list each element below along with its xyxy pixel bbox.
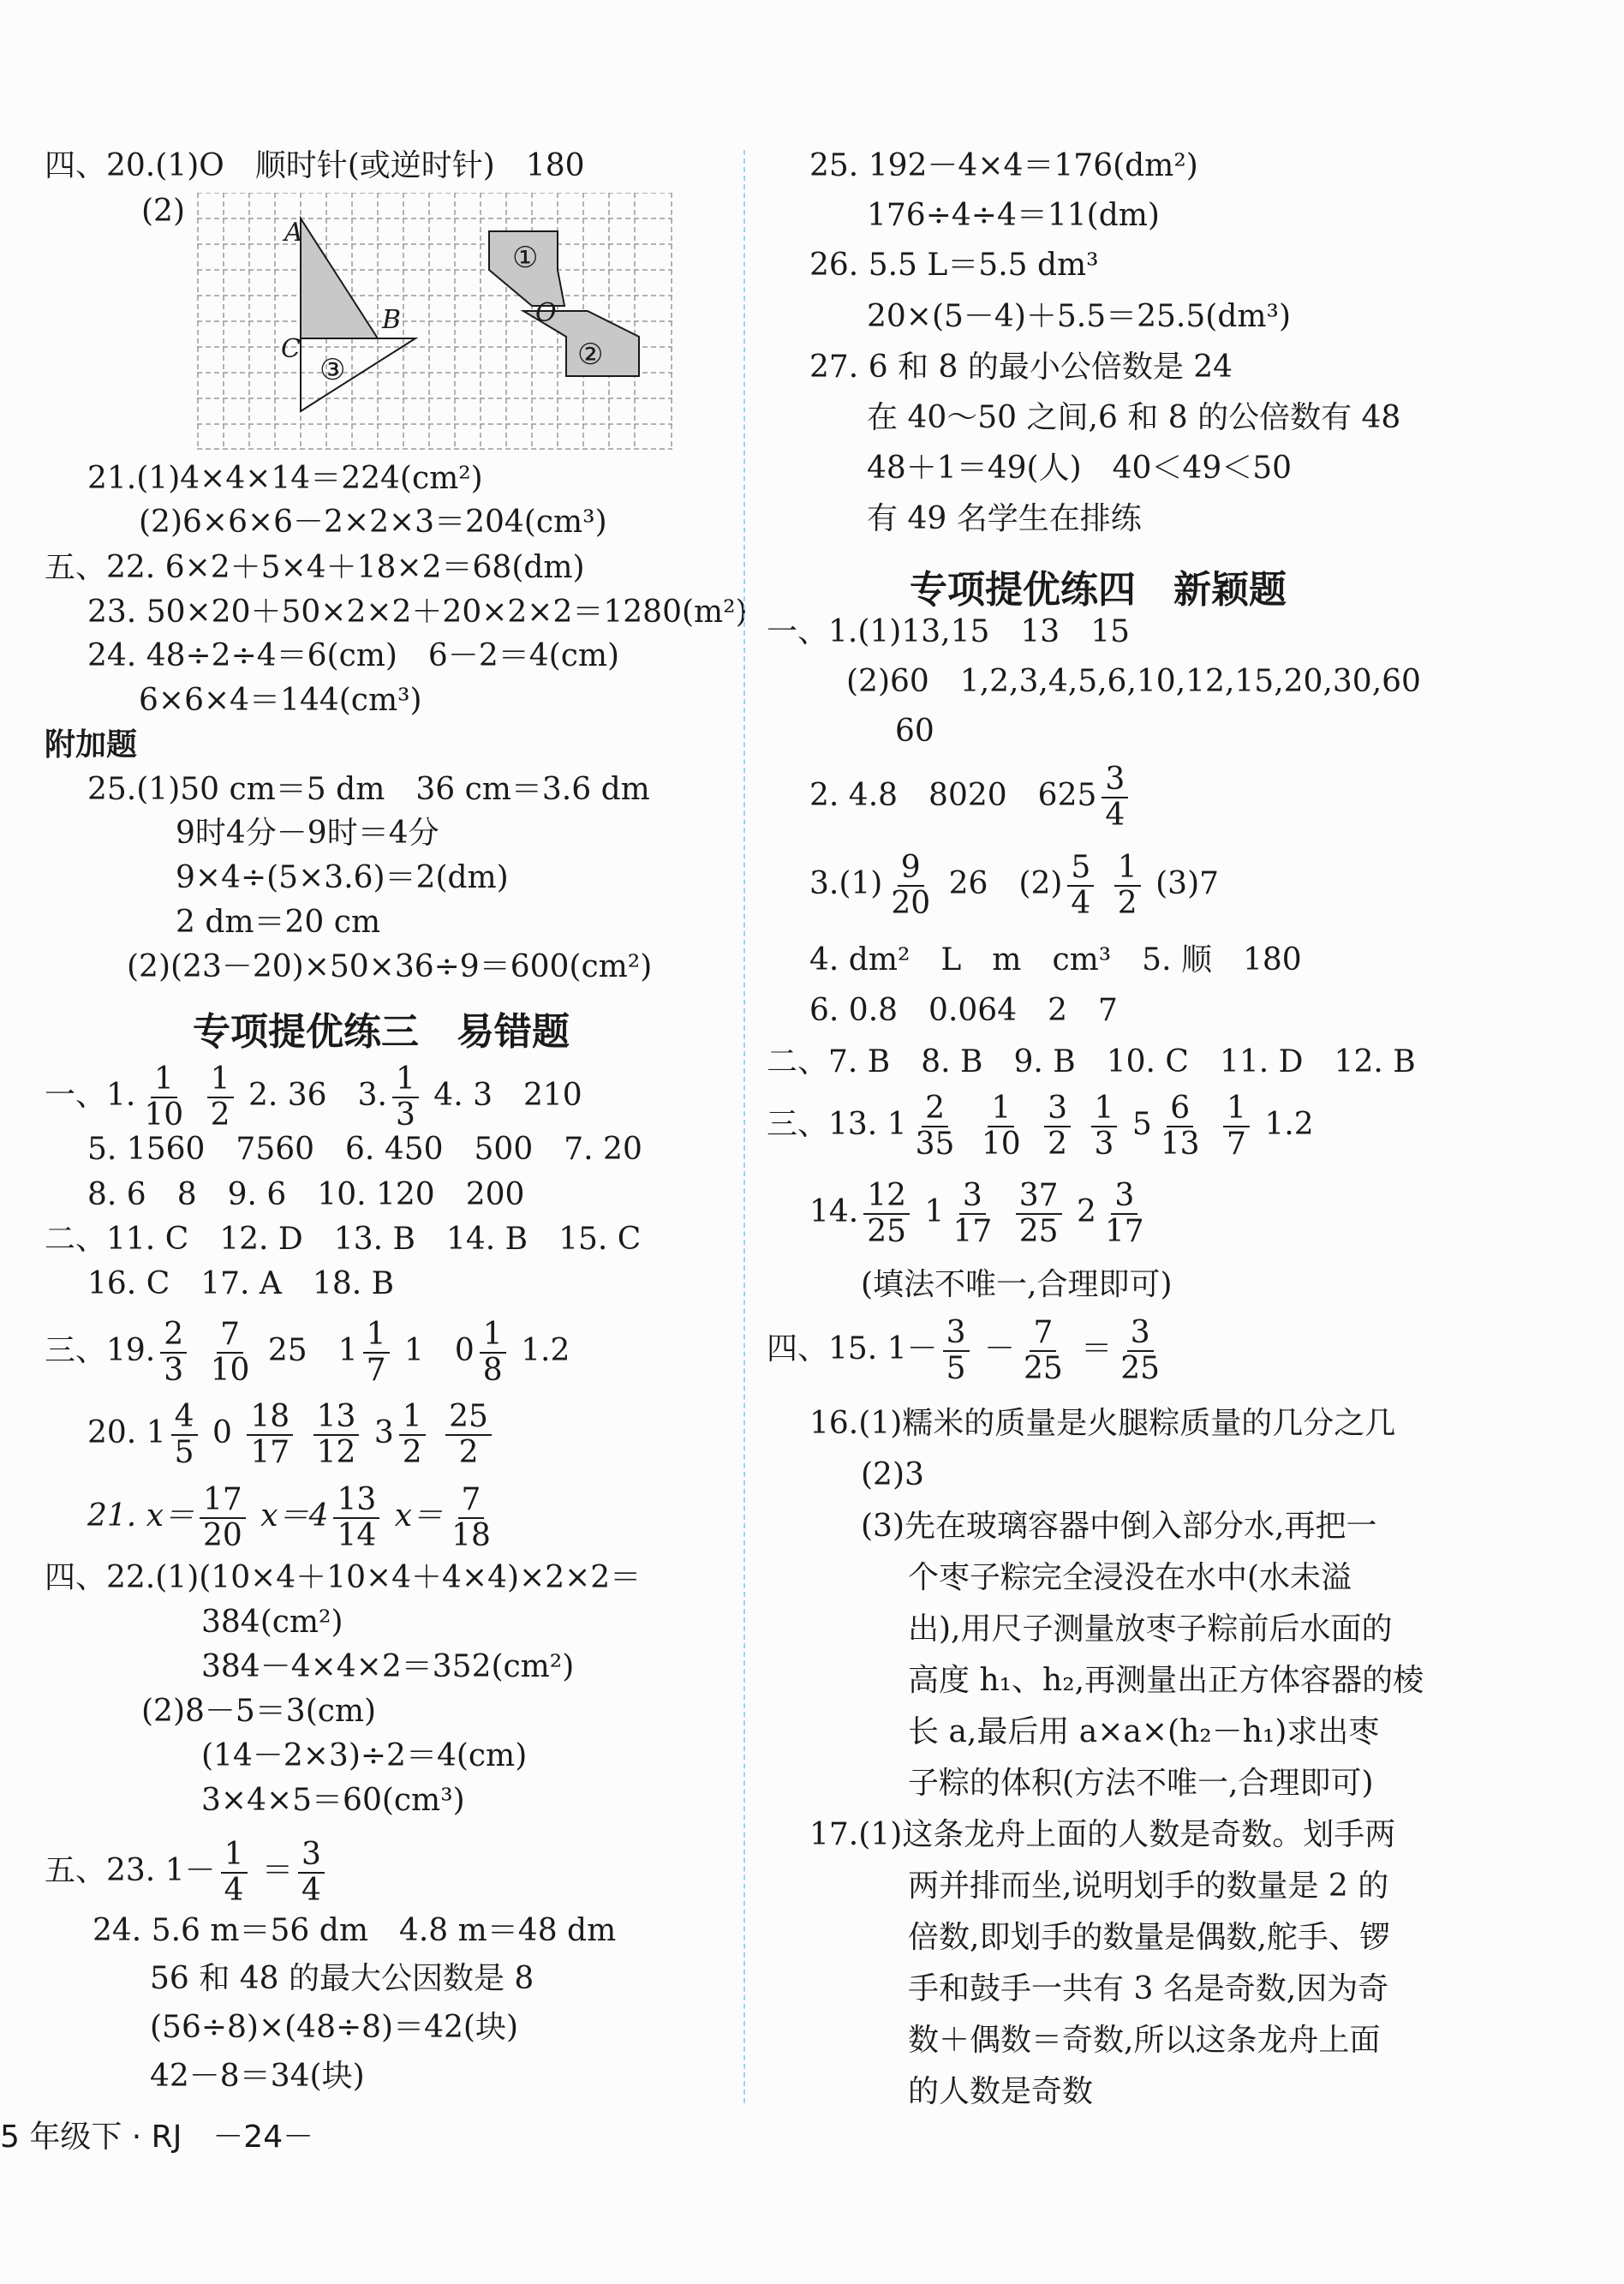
r17-line6: 的人数是奇数: [908, 2074, 1094, 2109]
r14-line: 14. $\frac{12}{25}$ 1 $\frac{3}{17}$ $\frac{37}{25}$ 2 $\frac{3}{17}$: [809, 1178, 1144, 1249]
r1-line2: (2)60 1,2,3,4,5,6,10,12,15,20,30,60: [846, 664, 1421, 699]
s3-row12: (2)8－5＝3(cm): [141, 1694, 377, 1729]
r25-line2: 176÷4÷4＝11(dm): [867, 198, 1160, 233]
q25-line3: 9×4÷(5×3.6)＝2(dm): [176, 860, 509, 895]
q20-line2-label: (2): [141, 194, 185, 229]
r16-line2: (2)3: [861, 1457, 924, 1492]
r17-line2: 两并排而坐,说明划手的数量是 2 的: [908, 1868, 1389, 1904]
q24-line2: 6×6×4＝144(cm³): [139, 683, 422, 718]
s3-row9: 四、22.(1)(10×4＋10×4＋4×4)×2×2＝: [45, 1560, 642, 1595]
r27-line4: 有 49 名学生在排练: [867, 501, 1142, 536]
label-circle-2: ②: [577, 338, 604, 372]
r3-line: 3.(1) $\frac{9}{20}$ 26 (2) $\frac{5}{4}$ $\frac{1}{2}$ (3)7: [809, 850, 1220, 921]
r17-line5: 数＋偶数＝奇数,所以这条龙舟上面: [908, 2023, 1381, 2058]
section3-title: 专项提优练三 易错题: [193, 1010, 570, 1054]
r2-line: 2. 4.8 8020 625 $\frac{3}{4}$: [809, 762, 1133, 833]
q23-line: 23. 50×20＋50×2×2＋20×2×2＝1280(m²): [87, 595, 748, 630]
s3-row17: 56 和 48 的最大公因数是 8: [150, 1961, 534, 1996]
q21-line2: (2)6×6×6－2×2×3＝204(cm³): [139, 505, 607, 540]
s3-row4: 二、11. C 12. D 13. B 14. B 15. C: [45, 1222, 642, 1257]
s3-row7: 20. 1 $\frac{4}{5}$ 0 $\frac{18}{17}$ $\frac{13}{12}$ 3 $\frac{1}{2}$ $\frac{25}{2}$: [87, 1400, 497, 1470]
label-o: O: [535, 298, 557, 328]
s3-row2: 5. 1560 7560 6. 450 500 7. 20: [87, 1132, 642, 1167]
r17-line3: 倍数,即划手的数量是偶数,舵手、锣: [908, 1920, 1390, 1955]
r16-line4: 个枣子粽完全浸没在水中(水未溢: [908, 1560, 1352, 1595]
r17-line4: 手和鼓手一共有 3 名是奇数,因为奇: [908, 1971, 1389, 2006]
q25-line5: (2)(23－20)×50×36÷9＝600(cm²): [127, 949, 653, 984]
r1-line3: 60: [895, 714, 934, 749]
r14-note: (填法不唯一,合理即可): [861, 1267, 1173, 1302]
s3-row1: 一、1. $\frac{1}{10}$ $\frac{1}{2}$ 2. 36 3. $\frac{1}{3}$ 4. 3 210: [45, 1061, 582, 1133]
label-c: C: [281, 334, 301, 364]
q22-line: 五、22. 6×2＋5×4＋18×2＝68(dm): [45, 550, 585, 585]
q20-line1: 四、20.(1)O 顺时针(或逆时针) 180: [45, 148, 585, 183]
r1-line1: 一、1.(1)13,15 13 15: [767, 614, 1131, 649]
r16-line8: 子粽的体积(方法不唯一,合理即可): [908, 1766, 1374, 1801]
r16-line7: 长 a,最后用 a×a×(h₂－h₁)求出枣: [908, 1714, 1380, 1749]
r26-line2: 20×(5－4)＋5.5＝25.5(dm³): [867, 299, 1291, 334]
s3-row10: 384(cm²): [201, 1605, 343, 1640]
r27-line2: 在 40～50 之间,6 和 8 的公倍数有 48: [867, 400, 1401, 435]
r16-line1: 16.(1)糯米的质量是火腿粽质量的几分之几: [809, 1406, 1396, 1441]
s3-row18: (56÷8)×(48÷8)＝42(块): [150, 2010, 518, 2045]
q25-line2: 9时4分－9时＝4分: [176, 816, 439, 851]
r13-line: 三、13. 1 $\frac{2}{35}$ $\frac{1}{10}$ $\frac{3}{2}$ $\frac{1}{3}$ 5 $\frac{6}{13}$ $\frac{1}{7}$ 1.2: [767, 1091, 1314, 1162]
extra-title: 附加题: [45, 727, 138, 762]
label-b: B: [382, 305, 402, 335]
q24-line1: 24. 48÷2÷4＝6(cm) 6－2＝4(cm): [87, 638, 620, 673]
q21-line1: 21.(1)4×4×14＝224(cm²): [87, 461, 483, 496]
r6-line: 6. 0.8 0.064 2 7: [809, 993, 1118, 1028]
label-circle-1: ①: [512, 241, 539, 275]
r25-line1: 25. 192－4×4＝176(dm²): [809, 148, 1198, 183]
s3-row14: 3×4×5＝60(cm³): [201, 1783, 465, 1818]
r4-line: 4. dm² L m cm³ 5. 顺 180: [809, 942, 1302, 978]
r17-line1: 17.(1)这条龙舟上面的人数是奇数。划手两: [809, 1817, 1396, 1852]
s3-row16: 24. 5.6 m＝56 dm 4.8 m＝48 dm: [93, 1913, 617, 1948]
rotation-grid-figure: [197, 193, 672, 450]
r26-line1: 26. 5.5 L＝5.5 dm³: [809, 248, 1099, 283]
column-divider: [743, 150, 745, 2103]
triangle-3: [301, 338, 415, 411]
label-a: A: [284, 218, 303, 248]
r7-line: 二、7. B 8. B 9. B 10. C 11. D 12. B: [767, 1044, 1416, 1079]
r16-line6: 高度 h₁、h₂,再测量出正方体容器的棱: [908, 1663, 1424, 1698]
r16-line5: 出),用尺子测量放枣子粽前后水面的: [908, 1611, 1393, 1647]
s3-row6: 三、19. $\frac{2}{3}$ $\frac{7}{10}$ 25 1 $\frac{1}{7}$ 1 0 $\frac{1}{8}$ 1.2: [45, 1317, 570, 1388]
s3-row15: 五、23. 1－ $\frac{1}{4}$ ＝ $\frac{3}{4}$: [45, 1838, 330, 1908]
triangle-abc: [301, 218, 378, 338]
s3-row11: 384－4×4×2＝352(cm²): [201, 1649, 575, 1684]
r15-line: 四、15. 1－ $\frac{3}{5}$ － $\frac{7}{25}$ ＝ $\frac{3}{25}$: [767, 1315, 1161, 1386]
s3-row8: 21. x＝ $\frac{17}{20}$ x＝4 $\frac{13}{14}$ x＝ $\frac{7}{18}$: [87, 1482, 491, 1553]
label-circle-3: ③: [319, 353, 346, 387]
r27-line3: 48＋1＝49(人) 40＜49＜50: [867, 451, 1293, 486]
q25-line4: 2 dm＝20 cm: [176, 905, 381, 940]
s3-row19: 42－8＝34(块): [150, 2059, 365, 2094]
s3-row13: (14－2×3)÷2＝4(cm): [201, 1738, 528, 1773]
q25-line1: 25.(1)50 cm＝5 dm 36 cm＝3.6 dm: [87, 772, 650, 807]
page-footer: 5 年级下 · RJ －24－: [0, 2120, 314, 2155]
r27-line1: 27. 6 和 8 的最小公倍数是 24: [809, 350, 1233, 385]
s3-row5: 16. C 17. A 18. B: [87, 1266, 395, 1301]
r16-line3: (3)先在玻璃容器中倒入部分水,再把一: [861, 1509, 1377, 1544]
s3-row3: 8. 6 8 9. 6 10. 120 200: [87, 1177, 525, 1212]
section4-title: 专项提优练四 新颖题: [910, 568, 1287, 612]
